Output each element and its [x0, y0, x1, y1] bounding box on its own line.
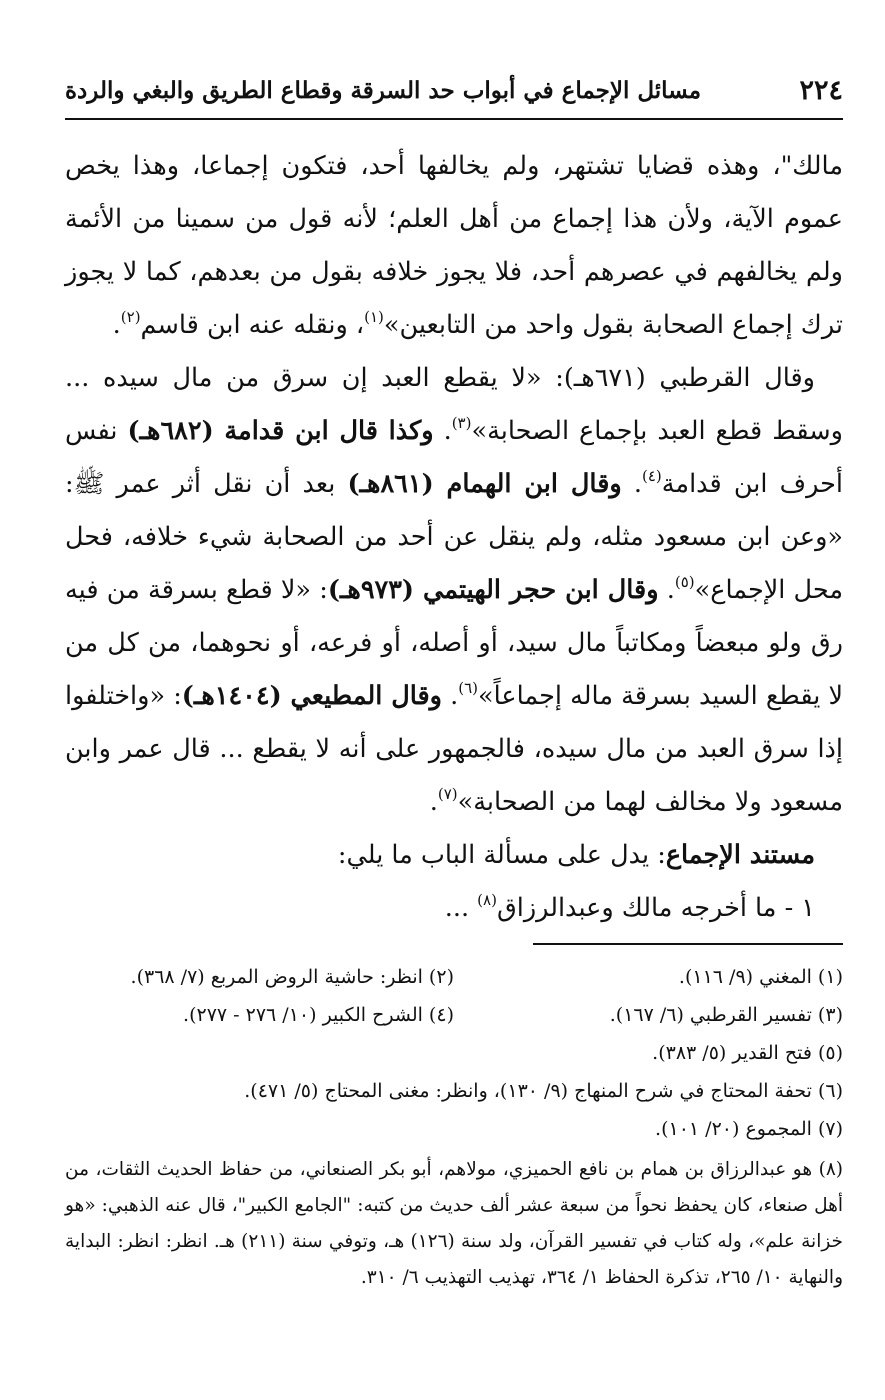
footnote-ref-3[interactable]: (٣)	[451, 414, 472, 432]
quote-haytami: : «لا قطع بسرقة من فيه رق ولو مبعضاً ومكاتباً مال سيد، أو أصله، أو فرعه، أو نحوهما، من كل من لا يقطع السيد بسرقة ماله إجماعاً»	[65, 575, 843, 711]
footnote-ref-4[interactable]: (٤)	[641, 467, 662, 485]
footnotes	[65, 958, 843, 1296]
quote-ibn-humam: بعد أن نقل أثر عمر ﷺ: «وعن ابن مسعود مثله، ولم ينقل عن أحد من الصحابة شيء خلافه، فحل محل الإجماع»	[65, 469, 843, 605]
text-segment: .	[621, 469, 642, 499]
section-text: : يدل على مسألة الباب ما يلي:	[337, 840, 666, 870]
paragraph-1-text: مالك"، وهذه قضايا تشتهر، ولم يخالفها أحد، فتكون إجماعا، وهذا يخص عموم الآية، ولأن هذا إجماع من أهل العلم؛ لأنه قول من سمينا من الأئمة ولم يخالفهم في عصرهم أحد، فلا يجوز خلافه بقول من بعدهم، كما لا يجوز ترك إجماع الصحابة بقول واحد من التابعين»	[65, 151, 843, 340]
page-number: ٢٢٤	[799, 74, 843, 106]
text-segment: نفس أحرف ابن قدامة	[65, 416, 843, 499]
list-item-end: ...	[444, 893, 478, 923]
paragraph-3	[65, 829, 843, 882]
main-text	[65, 140, 843, 935]
footnote-ref-1[interactable]: (١)	[364, 308, 384, 326]
footnote-1: (١) المغني (٩/ ١١٦).	[678, 966, 843, 988]
list-item-1	[65, 882, 843, 935]
paragraph-2	[65, 352, 843, 829]
footnote-ref-7[interactable]: (٧)	[437, 785, 458, 803]
text-segment: .	[658, 575, 675, 605]
scholar-mutii: وقال المطيعي (١٤٠٤هـ)	[181, 681, 442, 711]
footnote-divider	[533, 943, 843, 945]
scholar-haytami: وقال ابن حجر الهيتمي (٩٧٣هـ)	[327, 575, 659, 605]
footnote-4: (٤) الشرح الكبير (١٠/ ٢٧٦ - ٢٧٧).	[183, 1004, 454, 1026]
footnote-ref-2[interactable]: (٢)	[120, 308, 141, 326]
page-header	[65, 62, 843, 120]
text-segment: .	[442, 681, 459, 711]
paragraph-1-mid: ، ونقله عنه ابن قاسم	[140, 310, 365, 340]
paragraph-1-end: .	[112, 310, 121, 340]
text-segment: .	[429, 787, 438, 817]
footnote-ref-5[interactable]: (٥)	[674, 573, 695, 591]
running-title: مسائل الإجماع في أبواب حد السرقة وقطاع الطريق والبغي والردة	[65, 76, 702, 104]
text-segment: .	[433, 416, 452, 446]
section-label-mustanad: مستند الإجماع	[665, 840, 815, 870]
quote-mutii: : «واختلفوا إذا سرق العبد من مال سيده، فالجمهور على أنه لا يقطع ... قال عمر وابن مسعود ولا مخالف لهما من الصحابة»	[65, 681, 843, 817]
footnote-row	[65, 958, 843, 996]
paragraph-1	[65, 140, 843, 352]
list-item-text: ١ - ما أخرجه مالك وعبدالرزاق	[496, 893, 815, 923]
footnote-ref-6[interactable]: (٦)	[458, 679, 479, 697]
footnote-5: (٥) فتح القدير (٥/ ٣٨٣).	[652, 1042, 843, 1064]
footnote-row	[65, 996, 843, 1034]
quote-qurtubi: وقال القرطبي (٦٧١هـ): «لا يقطع العبد إن سرق من مال سيده ... وسقط قطع العبد بإجماع الصحابة»	[65, 363, 843, 446]
scholar-ibn-qudama: وكذا قال ابن قدامة (٦٨٢هـ)	[127, 416, 434, 446]
footnote-2: (٢) انظر: حاشية الروض المربع (٧/ ٣٦٨).	[130, 966, 454, 988]
footnote-ref-8[interactable]: (٨)	[477, 891, 497, 909]
scholar-ibn-humam: وقال ابن الهمام (٨٦١هـ)	[347, 469, 622, 499]
footnote-7: (٧) المجموع (٢٠/ ١٠١).	[655, 1118, 843, 1140]
footnote-3: (٣) تفسير القرطبي (٦/ ١٦٧).	[609, 1004, 843, 1026]
footnote-8: (٨) هو عبدالرزاق بن همام بن نافع الحميزي، مولاهم، أبو بكر الصنعاني، من حفاظ الحديث الثقات، من أهل صنعاء، كان يحفظ نحواً من سبعة عشر ألف حديث من كتبه: "الجامع الكبير"، قال عنه الذهبي: «هو خزانة علم»، وله كتاب في تفسير القرآن، ولد سنة (١٢٦) هـ، وتوفي سنة (٢١١) هـ. انظر: انظر: البداية والنهاية ١٠/ ٢٦٥، تذكرة الحفاظ ١/ ٣٦٤، تهذيب التهذيب ٦/ ٣١٠.	[65, 1159, 843, 1288]
footnote-6: (٦) تحفة المحتاج في شرح المنهاج (٩/ ١٣٠)، وانظر: مغنى المحتاج (٥/ ٤٧١).	[244, 1080, 843, 1102]
